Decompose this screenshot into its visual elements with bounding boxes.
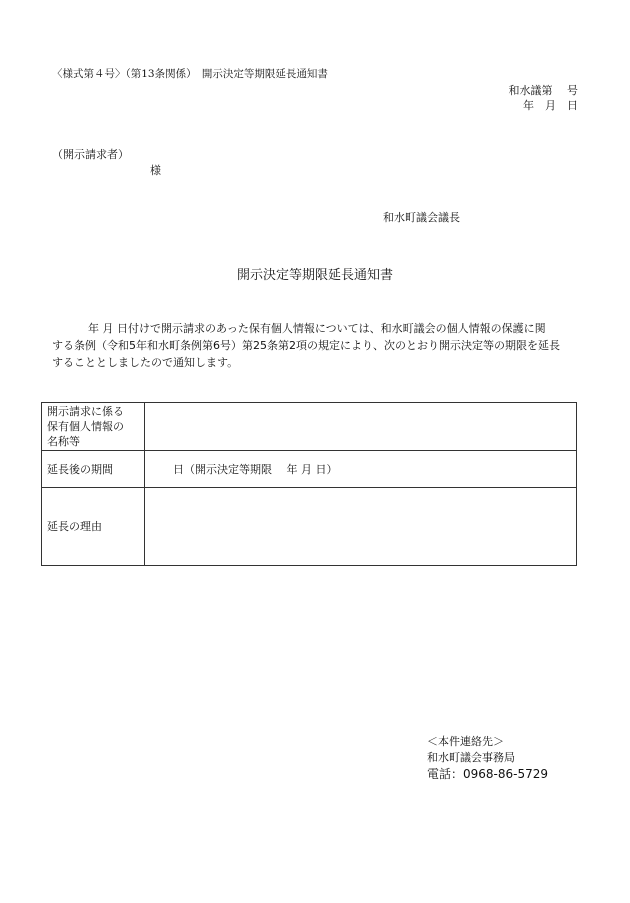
document-title: 開示決定等期限延長通知書 bbox=[236, 268, 393, 283]
table-row bbox=[42, 403, 577, 451]
row-value-extension-reason bbox=[145, 488, 577, 566]
form-label: 〈様式第４号〉（第13条関係） 開示決定等期限延長通知書 bbox=[52, 68, 328, 80]
label-line: 名称等 bbox=[47, 435, 80, 448]
contact-block bbox=[427, 734, 548, 782]
row-label-extended-period: 延長後の期間 bbox=[42, 451, 145, 488]
requester-label: （開示請求者） bbox=[52, 148, 129, 161]
row-value-extended-period: 日（開示決定等期限 年 月 日） bbox=[145, 451, 577, 488]
row-label-extension-reason: 延長の理由 bbox=[42, 488, 145, 566]
label-line: 開示請求に係る bbox=[47, 405, 124, 418]
document-date: 年 月 日 bbox=[523, 99, 578, 112]
contact-heading: ＜本件連絡先＞ bbox=[427, 735, 504, 748]
body-line-1: 年 月 日付けで開示請求のあった保有個人情報については、和水町議会の個人情報の保護に関 bbox=[88, 322, 546, 335]
recipient-honorific: 様 bbox=[150, 164, 161, 177]
row-label-info-name bbox=[42, 403, 145, 451]
document-number: 和水議第 号 bbox=[508, 84, 578, 97]
label-line: 保有個人情報の bbox=[47, 420, 124, 433]
body-line-2: する条例（令和5年和水町条例第6号）第25条第2項の規定により、次のとおり開示決定等の期限を延長 bbox=[52, 339, 560, 352]
issuer-name: 和水町議会議長 bbox=[383, 211, 460, 224]
contact-phone: 電話：0968-86-5729 bbox=[427, 767, 549, 781]
contact-office: 和水町議会事務局 bbox=[427, 751, 515, 764]
info-table bbox=[41, 402, 577, 566]
row-value-info-name bbox=[145, 403, 577, 451]
body-paragraph bbox=[52, 320, 592, 371]
body-line-3: することとしましたので通知します。 bbox=[52, 356, 239, 369]
table-row bbox=[42, 488, 577, 566]
table-row bbox=[42, 451, 577, 488]
